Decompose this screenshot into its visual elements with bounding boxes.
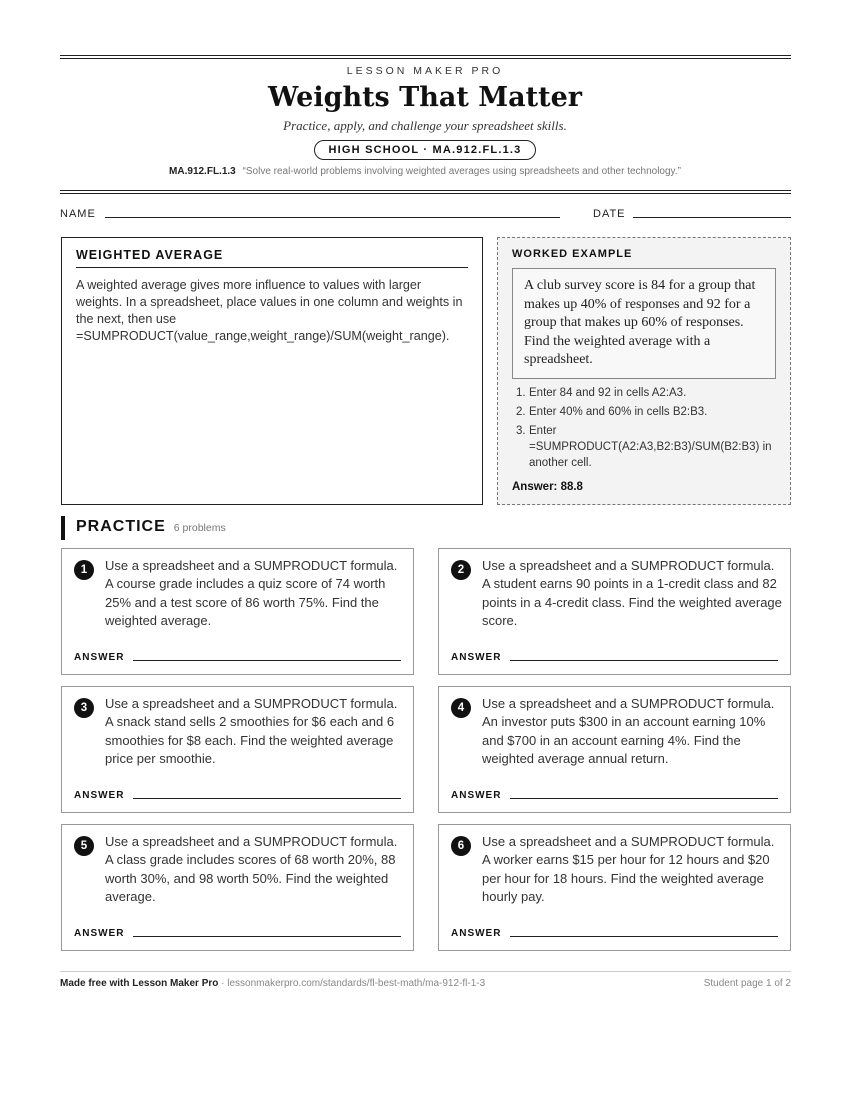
standard-code: MA.912.FL.1.3: [169, 166, 236, 177]
problem-number-badge: 3: [74, 698, 94, 718]
problem-text: Use a spreadsheet and a SUMPRODUCT formula. A class grade includes scores of 68 worth 20%, 88 worth 30%, and 98 worth 50%. Find the weighted average.: [105, 834, 398, 905]
brand-name: LESSON MAKER PRO: [346, 65, 504, 77]
answer-field[interactable]: [510, 798, 778, 799]
header-bottom-rule: [60, 190, 791, 194]
problem-card-1: [61, 548, 414, 675]
worked-example-steps: [512, 385, 776, 471]
answer-label: ANSWER: [451, 652, 502, 663]
date-label: DATE: [593, 208, 626, 220]
page-title: Weights That Matter: [268, 82, 582, 113]
footer-credit: [60, 978, 485, 989]
name-field[interactable]: [105, 217, 560, 218]
problem-number-badge: 4: [451, 698, 471, 718]
practice-title: PRACTICE: [76, 518, 166, 535]
concept-box: [61, 237, 483, 505]
top-rule: [60, 55, 791, 59]
answer-field[interactable]: [510, 660, 778, 661]
standard-line: [0, 166, 850, 177]
date-field[interactable]: [633, 217, 791, 218]
step-item: [512, 423, 776, 471]
problem-text: Use a spreadsheet and a SUMPRODUCT formula. A student earns 90 points in a 1-credit class and 82 points in a 4-credit class. Find the weighted average score.: [482, 558, 782, 629]
problem-number-badge: 1: [74, 560, 94, 580]
step-text: Enter 40% and 60% in cells B2:B3.: [529, 405, 708, 418]
step-number: 2.: [516, 405, 526, 418]
worked-example-answer: Answer: 88.8: [512, 480, 583, 493]
answer-field[interactable]: [133, 936, 401, 937]
problem-text: Use a spreadsheet and a SUMPRODUCT formula. A course grade includes a quiz score of 74 worth 25% and a test score of 86 worth 75%. Find the weighted average.: [105, 558, 398, 629]
name-label: NAME: [60, 208, 96, 220]
problem-number-badge: 5: [74, 836, 94, 856]
problem-card-3: [61, 686, 414, 813]
problem-text: Use a spreadsheet and a SUMPRODUCT formula. An investor puts $300 in an account earning 10% and $700 in an account earning 4%. Find the weighted average annual return.: [482, 696, 775, 767]
step-number: 1.: [516, 386, 526, 399]
footer-rule: [60, 971, 791, 972]
problem-number-badge: 6: [451, 836, 471, 856]
step-text: Enter 84 and 92 in cells A2:A3.: [529, 386, 687, 399]
step-number: 3.: [516, 424, 526, 437]
page-subtitle: Practice, apply, and challenge your spreadsheet skills.: [283, 118, 567, 133]
problem-card-4: [438, 686, 791, 813]
answer-label: ANSWER: [451, 928, 502, 939]
footer-page-number: Student page 1 of 2: [703, 978, 791, 989]
standard-text: “Solve real-world problems involving weighted averages using spreadsheets and other technology.”: [242, 166, 681, 177]
step-item: [512, 404, 776, 420]
answer-field[interactable]: [510, 936, 778, 937]
step-text: Enter =SUMPRODUCT(A2:A3,B2:B3)/SUM(B2:B3) in another cell.: [529, 424, 772, 469]
answer-label: ANSWER: [451, 790, 502, 801]
problem-card-5: [61, 824, 414, 951]
footer-made-with: Made free with Lesson Maker Pro: [60, 978, 219, 989]
worked-example-heading: WORKED EXAMPLE: [512, 248, 633, 260]
concept-body: A weighted average gives more influence to values with larger weights. In a spreadsheet, place values in one column and weights in the next, then use =SUMPRODUCT(value_range,weight_range)/SUM(weight_range).: [76, 278, 463, 343]
answer-label: ANSWER: [74, 652, 125, 663]
answer-field[interactable]: [133, 798, 401, 799]
concept-heading: WEIGHTED AVERAGE: [76, 248, 468, 268]
answer-label: ANSWER: [74, 790, 125, 801]
footer-url[interactable]: · lessonmakerpro.com/standards/fl-best-math/ma-912-fl-1-3: [218, 978, 486, 989]
answer-field[interactable]: [133, 660, 401, 661]
problem-card-2: [438, 548, 791, 675]
step-item: [512, 385, 776, 401]
worked-example-problem: A club survey score is 84 for a group that makes up 40% of responses and 92 for a group that makes up 60% of responses. Find the weighted average with a spreadsheet.: [512, 268, 776, 379]
problem-text: Use a spreadsheet and a SUMPRODUCT formula. A worker earns $15 per hour for 12 hours and $20 per hour for 18 hours. Find the weighted average hourly pay.: [482, 834, 775, 905]
problem-number-badge: 2: [451, 560, 471, 580]
practice-count: 6 problems: [173, 522, 226, 534]
grade-badge: HIGH SCHOOL · MA.912.FL.1.3: [314, 140, 537, 160]
answer-label: ANSWER: [74, 928, 125, 939]
problem-text: Use a spreadsheet and a SUMPRODUCT formula. A snack stand sells 2 smoothies for $6 each and 6 smoothies for $8 each. Find the weighted average price per smoothie.: [105, 696, 398, 767]
problem-card-6: [438, 824, 791, 951]
worked-example-box: [497, 237, 791, 505]
practice-heading: [61, 516, 226, 540]
